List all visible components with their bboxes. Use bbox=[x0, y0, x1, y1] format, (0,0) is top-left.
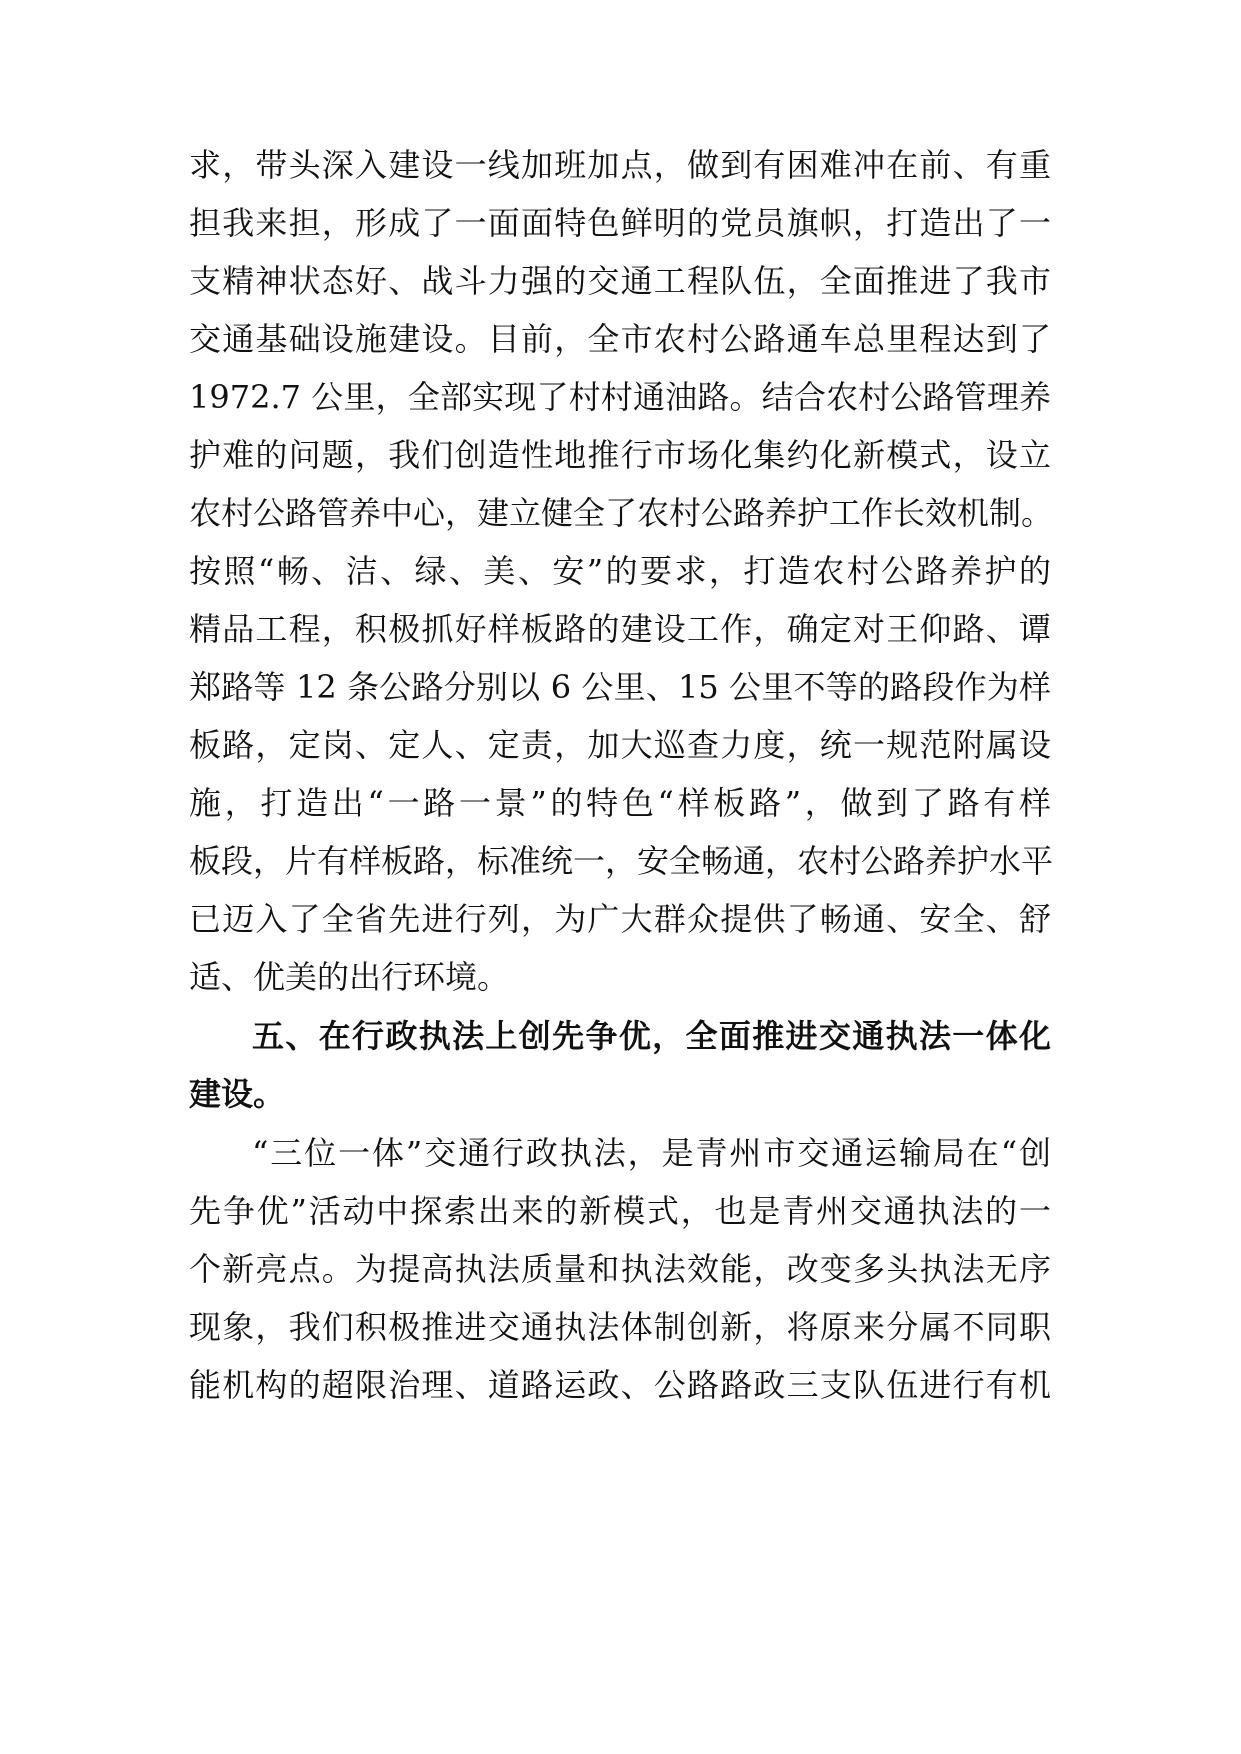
body-text-line: 施，打造出“一路一景”的特色“样板路”，做到了路有样 bbox=[189, 784, 1051, 822]
body-text-line: 农村公路管养中心，建立健全了农村公路养护工作长效机制。 bbox=[189, 494, 1054, 532]
body-text-line: 适、优美的出行环境。 bbox=[189, 958, 510, 996]
body-text-line: 已迈入了全省先进行列，为广大群众提供了畅通、安全、舒 bbox=[189, 900, 1051, 938]
body-text-line: 求，带头深入建设一线加班加点，做到有困难冲在前、有重 bbox=[189, 146, 1051, 184]
body-text-line: 现象，我们积极推进交通执法体制创新，将原来分属不同职 bbox=[189, 1308, 1051, 1346]
section-heading-line: 五、在行政执法上创先争优，全面推进交通执法一体化 bbox=[252, 1017, 1051, 1055]
body-text-line: 郑路等 12 条公路分别以 6 公里、15 公里不等的路段作为样 bbox=[189, 668, 1051, 706]
body-text-line: 担我来担，形成了一面面特色鲜明的党员旗帜，打造出了一 bbox=[189, 204, 1051, 242]
body-text-line: 护难的问题，我们创造性地推行市场化集约化新模式，设立 bbox=[189, 436, 1051, 474]
body-text-line: 能机构的超限治理、道路运政、公路路政三支队伍进行有机 bbox=[189, 1366, 1051, 1404]
body-text-line: 个新亮点。为提高执法质量和执法效能，改变多头执法无序 bbox=[189, 1250, 1051, 1288]
body-text-line: 先争优”活动中探索出来的新模式，也是青州交通执法的一 bbox=[189, 1192, 1051, 1230]
body-text-line: 按照“畅、洁、绿、美、安”的要求，打造农村公路养护的 bbox=[189, 552, 1051, 590]
body-text-line: 板段，片有样板路，标准统一，安全畅通，农村公路养护水平 bbox=[189, 842, 1054, 880]
body-text-line: 交通基础设施建设。目前，全市农村公路通车总里程达到了 bbox=[189, 320, 1051, 358]
body-text-line: 支精神状态好、战斗力强的交通工程队伍，全面推进了我市 bbox=[189, 262, 1051, 300]
body-text-line: 精品工程，积极抓好样板路的建设工作，确定对王仰路、谭 bbox=[189, 610, 1051, 648]
body-text-line: “三位一体”交通行政执法，是青州市交通运输局在“创 bbox=[252, 1134, 1051, 1172]
body-text-line: 1972.7 公里，全部实现了村村通油路。结合农村公路管理养 bbox=[189, 378, 1051, 416]
body-text-line: 板路，定岗、定人、定责，加大巡查力度，统一规范附属设 bbox=[189, 726, 1051, 764]
section-heading-line: 建设。 bbox=[189, 1075, 286, 1113]
